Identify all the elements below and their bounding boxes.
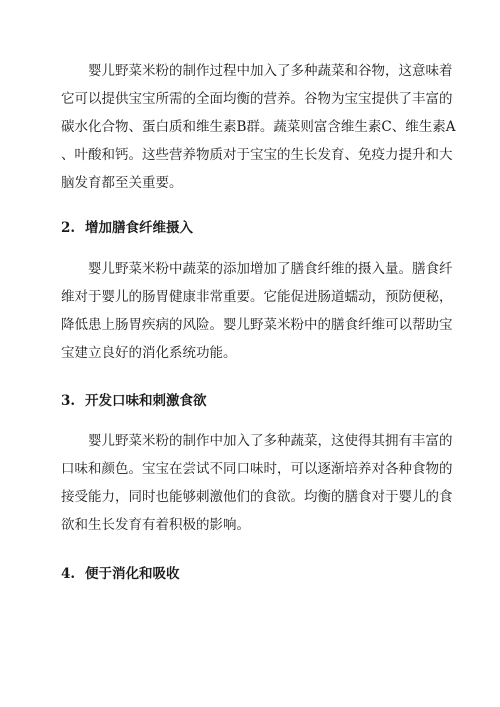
section-heading-3 bbox=[61, 391, 441, 411]
text-line: 脑发育都至关重要。 bbox=[61, 175, 183, 191]
section-number: 2. bbox=[61, 220, 76, 236]
section-heading-2 bbox=[61, 218, 441, 238]
section-heading-4 bbox=[61, 564, 441, 584]
section-number: 3. bbox=[61, 393, 76, 409]
section-title: 增加膳食纤维摄入 bbox=[85, 220, 193, 236]
text-line: 宝建立良好的消化系统功能。 bbox=[61, 345, 237, 361]
text-line: 、叶酸和钙。这些营养物质对于宝宝的生长发育、免疫力提升和大 bbox=[61, 147, 453, 163]
text-line: 欲和生长发育有着积极的影响。 bbox=[61, 517, 250, 533]
text-line: 接受能力，同时也能够刺激他们的食欲。均衡的膳食对于婴儿的食 bbox=[61, 489, 453, 505]
paragraph-taste bbox=[61, 427, 453, 539]
text-line: 婴儿野菜米粉中蔬菜的添加增加了膳食纤维的摄入量。膳食纤 bbox=[88, 261, 453, 277]
section-title: 开发口味和刺激食欲 bbox=[85, 393, 207, 409]
text-line: 碳水化合物、蛋白质和维生素B群。蔬菜则富含维生素C、维生素A bbox=[61, 119, 456, 135]
text-line: 口味和颜色。宝宝在尝试不同口味时，可以逐渐培养对各种食物的 bbox=[61, 461, 453, 477]
section-number: 4. bbox=[61, 566, 76, 582]
paragraph-fiber bbox=[61, 255, 453, 367]
section-title: 便于消化和吸收 bbox=[85, 566, 180, 582]
text-line: 维对于婴儿的肠胃健康非常重要。它能促进肠道蠕动，预防便秘， bbox=[61, 289, 453, 305]
text-line: 它可以提供宝宝所需的全面均衡的营养。谷物为宝宝提供了丰富的 bbox=[61, 91, 453, 107]
paragraph-nutrition bbox=[61, 57, 456, 197]
text-line: 婴儿野菜米粉的制作中加入了多种蔬菜，这使得其拥有丰富的 bbox=[88, 433, 453, 449]
text-line: 婴儿野菜米粉的制作过程中加入了多种蔬菜和谷物，这意味着 bbox=[88, 63, 453, 79]
text-line: 降低患上肠胃疾病的风险。婴儿野菜米粉中的膳食纤维可以帮助宝 bbox=[61, 317, 453, 333]
